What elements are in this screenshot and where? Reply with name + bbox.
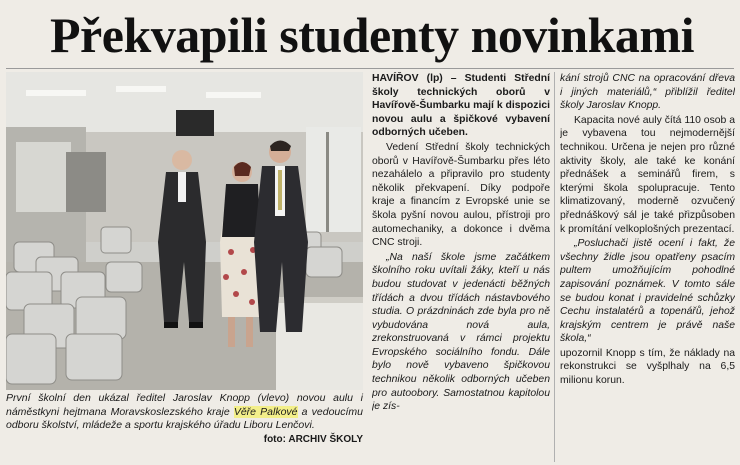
caption-text-end: a vedoucímu odboru školství, mládeže a sportu krajského úřadu Liboru Lenčovi. bbox=[6, 405, 363, 432]
article-lead: HAVÍŘOV (lp) – Studenti Střední školy technických oborů v Havířově-Šumbarku mají k dispozici novou aulu a špičkové vybavení odborných učeben. bbox=[372, 73, 550, 139]
column-separator bbox=[554, 72, 555, 462]
article-column-2 bbox=[560, 72, 735, 464]
photo-credit: foto: ARCHIV ŠKOLY bbox=[263, 433, 363, 445]
photo-caption bbox=[6, 392, 363, 446]
article-paragraph: Vedení Střední školy technických oborů v Havířově-Šumbarku přes léto nezahálelo a připravilo pro studenty několik překvapení. Díky podpoře kraje a financím z Evropské unie se škola pyšní novou aulou, přístroji pro automechaniky, a dokonce i dvěma CNC stroji. bbox=[372, 141, 550, 249]
caption-highlight: Věře Palkové bbox=[233, 405, 298, 418]
article-quote: „Na naší škole jsme začátkem školního roku uvítali žáky, kteří u nás budou studovat v jedenácti běžných třídách a dvou třídách nástavbového studia. O prázdninách zde byla pro ně vybudována nová aula, zrekonstruovaná v rámci projektu Evropského sociálního fondu. Dále bylo nově vybaveno špičkovou technikou několik odborných učeben pro autoobory. Samostatnou kapitolou je zís- bbox=[372, 251, 550, 413]
article-paragraph: upozornil Knopp s tím, že náklady na rekonstrukci se vyšplhaly na 6,5 milionu korun. bbox=[560, 347, 735, 387]
article-column-1 bbox=[372, 72, 550, 464]
headline-rule bbox=[6, 68, 734, 69]
article-paragraph: Kapacita nové auly čítá 110 osob a je vybavena tou nejmodernější technikou. Určena je nejen pro různé aktivity školy, ale také ke konání přednášek a seminářů firem, s kterými škola spolupracuje. Tento klimatizovaný, moderně ozvučený přednáškový sál je také přizpůsoben k promítání velkoplošných prezentací. bbox=[560, 114, 735, 235]
article-quote: „Posluchači jistě ocení i fakt, že všechny židle jsou opatřeny psacím pultem umožňujícím pohodlné zapisování poznámek. V tomto sále se budou konat i pravidelné schůzky Cechu instalatérů a topenářů, jehož krajským centrem je právě naše škola,“ bbox=[560, 238, 735, 345]
headline: Překvapili studenty novinkami bbox=[50, 7, 694, 63]
article-photo bbox=[6, 72, 363, 390]
caption-text: První školní den ukázal ředitel Jaroslav Knopp (vlevo) novou aulu i náměstkyni hejtmana Moravskoslezského kraje bbox=[6, 392, 363, 418]
article-quote-continued: kání strojů CNC na opracování dřeva i jiných materiálů,“ přiblížil ředitel školy Jaroslav Knopp. bbox=[560, 73, 735, 112]
